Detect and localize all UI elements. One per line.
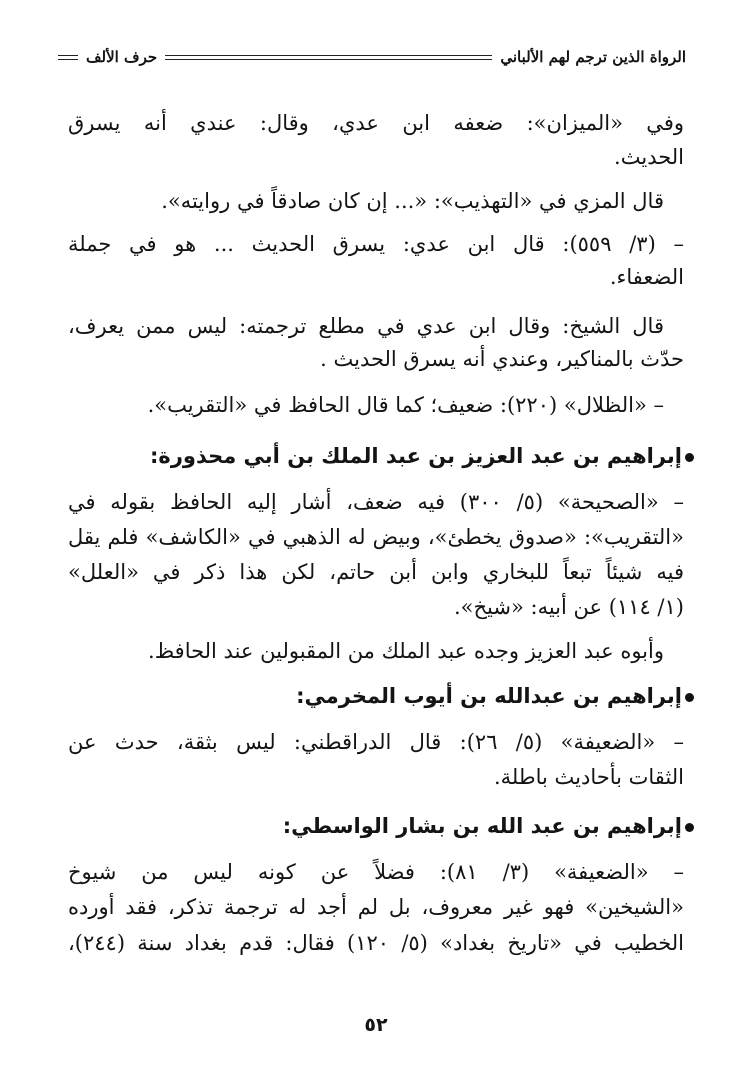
text-line: – «الصحيحة» (٥/ ٣٠٠) فيه ضعف، أشار إليه الحافظ بقوله في <box>68 490 684 514</box>
text-line: – «الظلال» (٢٢٠): ضعيف؛ كما قال الحافظ في «التقريب». <box>147 393 664 417</box>
text-line: قال المزي في «التهذيب»: «... إن كان صادقاً في روايته». <box>161 189 664 213</box>
text-line: الخطيب في «تاريخ بغداد» (٥/ ١٢٠) فقال: قدم بغداد سنة (٢٤٤)، <box>68 931 684 955</box>
text-line: – «الضعيفة» (٣/ ٨١): فضلاً عن كونه ليس من شيوخ <box>68 860 684 884</box>
text-line: قال الشيخ: وقال ابن عدي في مطلع ترجمته: ليس ممن يعرف، <box>68 314 664 338</box>
entry-heading <box>60 811 694 841</box>
entry-heading <box>60 441 694 471</box>
bullet-icon <box>685 453 694 462</box>
text-line: الحديث. <box>614 145 684 169</box>
text-line: وأبوه عبد العزيز وجده عبد الملك من المقبولين عند الحافظ. <box>148 639 664 663</box>
text-line: – (٣/ ٥٥٩): قال ابن عدي: يسرق الحديث ... هو في جملة <box>68 232 684 256</box>
header-book-title: الرواة الذين ترجم لهم الألباني <box>500 48 686 66</box>
header-section-title: حرف الألف <box>86 48 158 66</box>
entry-heading-text: إبراهيم بن عبدالله بن أيوب المخرمي: <box>296 684 682 708</box>
text-line: حدّث بالمناكير، وعندي أنه يسرق الحديث . <box>320 347 684 371</box>
text-line: – «الضعيفة» (٥/ ٢٦): قال الدراقطني: ليس بثقة، حدث عن <box>68 730 684 754</box>
text-line: الضعفاء. <box>609 265 684 289</box>
bullet-icon <box>685 693 694 702</box>
entry-heading <box>60 681 694 711</box>
header-rule-end <box>58 55 78 60</box>
text-line: فيه شيئاً تبعاً للبخاري وابن أبن حاتم، لكن هذا ذكر في «العلل» <box>68 560 684 584</box>
text-line: «الشيخين» فهو غير معروف، بل لم أجد له ترجمة تذكر، فقد أورده <box>68 895 684 919</box>
bullet-icon <box>685 823 694 832</box>
page-number: ٥٢ <box>364 1014 388 1036</box>
entry-heading-text: إبراهيم بن عبد الله بن بشار الواسطي: <box>282 814 682 838</box>
running-header <box>58 44 686 70</box>
text-line: «التقريب»: «صدوق يخطئ»، وبيض له الذهبي في «الكاشف» فلم يقل <box>68 525 684 549</box>
header-rule <box>165 55 492 60</box>
entry-heading-text: إبراهيم بن عبد العزيز بن عبد الملك بن أبي محذورة: <box>150 444 682 468</box>
text-line: وفي «الميزان»: ضعفه ابن عدي، وقال: عندي أنه يسرق <box>68 111 684 135</box>
text-line: (١/ ١١٤) عن أبيه: «شيخ». <box>453 595 684 619</box>
text-line: الثقات بأحاديث باطلة. <box>494 765 684 789</box>
